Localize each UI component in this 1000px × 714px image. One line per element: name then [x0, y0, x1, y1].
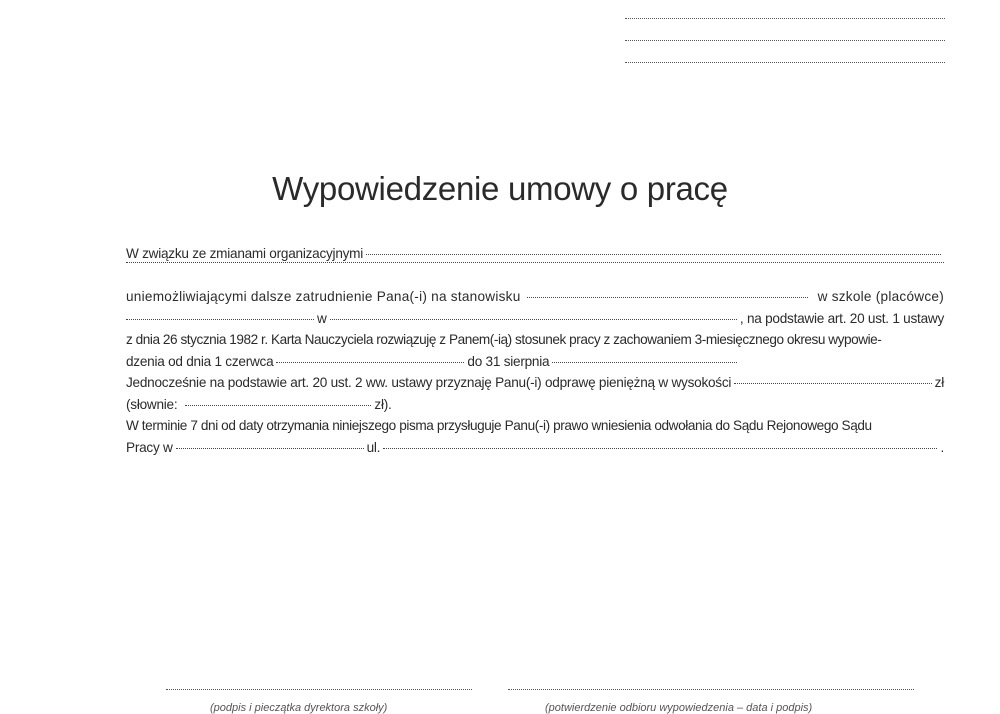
- fill-in-field[interactable]: [126, 262, 944, 263]
- fill-in-field[interactable]: [185, 405, 371, 406]
- body-text: dzenia od dnia 1 czerwca: [126, 353, 274, 369]
- fill-in-field[interactable]: [176, 448, 364, 449]
- body-line: [126, 394, 944, 416]
- document-title: Wypowiedzenie umowy o pracę: [272, 170, 728, 207]
- body-line: [126, 372, 944, 394]
- fill-in-field[interactable]: [383, 448, 937, 449]
- body-text: W terminie 7 dni od daty otrzymania niniejszego pisma przysługuje Panu(-i) prawo wniesienia odwołania do Sądu Rejonowego Sądu: [126, 418, 872, 433]
- signature-line-recipient[interactable]: [508, 689, 914, 690]
- body-text: W związku ze zmianami organizacyjnymi: [126, 246, 364, 261]
- body-text: w: [317, 310, 327, 326]
- body-text: Pracy w: [126, 439, 173, 455]
- signature-caption-left: (podpis i pieczątka dyrektora szkoły): [210, 702, 388, 714]
- fill-in-field[interactable]: [527, 297, 808, 298]
- body-text: w szkole (placówce): [817, 289, 944, 304]
- body-line: [126, 329, 944, 351]
- body-text: ul.: [366, 439, 381, 455]
- body-text: , na podstawie art. 20 ust. 1 ustawy: [739, 310, 944, 326]
- address-line: [625, 40, 945, 41]
- fill-in-field[interactable]: [330, 319, 737, 320]
- body-line: [126, 415, 944, 437]
- document-body: [126, 243, 944, 458]
- body-text: .: [940, 439, 944, 455]
- signature-line-director[interactable]: [166, 689, 472, 690]
- body-line: [126, 351, 944, 373]
- body-text: zł).: [374, 396, 392, 412]
- address-line: [625, 62, 945, 63]
- body-line: [126, 437, 944, 459]
- address-line: [625, 18, 945, 19]
- signature-caption-right: (potwierdzenie odbioru wypowiedzenia – data i podpis): [545, 702, 813, 714]
- fill-in-field[interactable]: [126, 319, 314, 320]
- body-line: [126, 265, 944, 287]
- body-line: [126, 308, 944, 330]
- body-text: zł: [934, 375, 944, 390]
- body-text: z dnia 26 stycznia 1982 r. Karta Nauczyciela rozwiązuję z Panem(-ią) stosunek pracy z zachowaniem 3-miesięcznego okresu wypowie-: [126, 332, 882, 347]
- body-line: [126, 286, 944, 308]
- fill-in-field[interactable]: [734, 383, 932, 384]
- body-text: uniemożliwiającymi dalsze zatrudnienie Pana(-i) na stanowisku: [126, 289, 521, 304]
- fill-in-field[interactable]: [366, 254, 941, 255]
- body-text: (słownie:: [126, 396, 178, 412]
- body-text: Jednocześnie na podstawie art. 20 ust. 2 ww. ustawy przyznaję Panu(-i) odprawę pieniężną w wysokości: [126, 375, 732, 390]
- fill-in-field[interactable]: [276, 362, 464, 363]
- fill-in-field[interactable]: [552, 362, 737, 363]
- body-text: do 31 sierpnia: [467, 353, 550, 369]
